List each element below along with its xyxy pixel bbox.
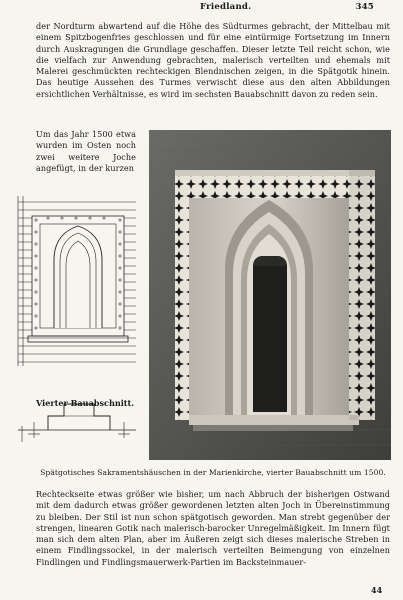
architectural-drawing <box>14 190 139 460</box>
bottom-paragraph: Rechteckseite etwas größer wie bisher, um nach Abbruch der bisherigen Ostwand mit dem dadurch etwas größer gewordenen letzten alten Joch in Übereinstimmung zu bleiben. Der Stil ist nun schon spätgotisch geworden. Man strebt gegenüber der strengen, linearen Gotik nach malerisch-barocker Unregelmäßigkeit. Im Innern fügt man sich dem alten Plan, aber im Äußeren zeigt sich dieses malerische Streben in einem Findlingssockel, in der malerisch verteilten Beimengung von einzelnen Findlingen und Findlingsmauerwerk-Partien im Backsteinmauer- <box>36 489 390 567</box>
top-paragraph: der Nordturm abwartend auf die Höhe des Südturmes gebracht, der Mittelbau mit einem Spitzbogenfries geschlossen und für eine eintürmige Fortsetzung im Innern durch Auskragungen die Grundlage geschaffen. Dieser letzte Teil reicht schon, wie die vielfach zur Anwendung gebrachten, malerisch verteilten und ehemals mit Malerei geschmückten rechteckigen Blendnischen zeigen, in die Spätgotik hinein. Das heutige Aussehen des Turmes verwischt diese aus den alten Abbildungen ersichtlichen Verhältnisse, es wird im sechsten Bauabschnitt davon zu reden sein. <box>36 21 390 99</box>
section-heading: Vierter Bauabschnitt. <box>36 398 135 408</box>
running-head-title: Friedland. <box>200 2 252 12</box>
sheet-number: 44 <box>371 585 383 595</box>
sacrament-house-photo <box>149 130 391 460</box>
figure-caption: Spätgotisches Sakramentshäuschen in der Marienkirche, vierter Bauabschnitt um 1500. <box>40 468 386 477</box>
page-number: 345 <box>355 2 374 12</box>
running-head <box>200 2 374 12</box>
side-paragraph: Um das Jahr 1500 etwa wurden im Osten noch zwei weitere Joche angefügt, in der kurzen <box>36 129 136 173</box>
